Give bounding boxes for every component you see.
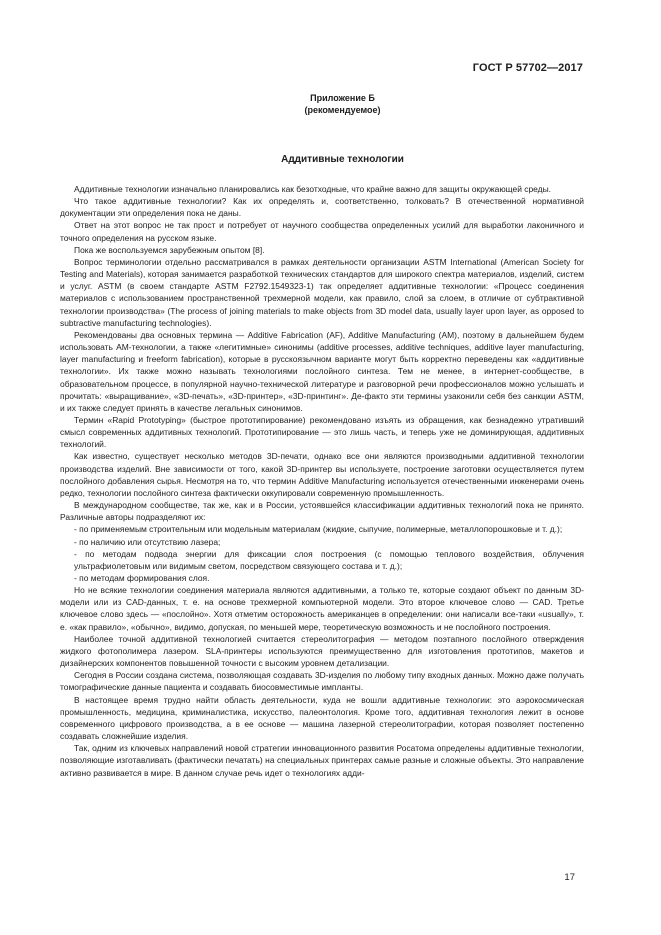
- list-item: - по методам подвода энергии для фиксации слоя построения (с помощью теплового воздействия, облучения ультрафиолетовым или видимым светом, посредством связующего состава и т. д.);: [74, 548, 584, 571]
- paragraph: В международном сообществе, так же, как и в России, устоявшейся классификации аддитивных технологий пока не принято. Различные авторы подразделяют их:: [60, 500, 584, 523]
- paragraph: Но не всякие технологии соединения материала являются аддитивными, а только те, которые создают объект по данным 3D-модели или из CAD-данных, т. е. на основе трехмерной компьютерной модели. Это второе ключевое слово — CAD. Третье ключевое слово здесь — «послойно». Хотя отметим осторожность американцев в определении: они написали все-таки «usually», т. е. «как правило», «обычно», видимо, допуская, по меньшей мере, теоретическую возможность и не послойного построения.: [60, 585, 584, 632]
- list-item: - по применяемым строительным или модельным материалам (жидкие, сыпучие, полимерные, металлопорошковые и т. д.);: [74, 524, 563, 535]
- appendix-subtitle: (рекомендуемое): [304, 105, 381, 115]
- paragraph: Вопрос терминологии отдельно рассматривался в рамках деятельности организации ASTM International (American Society for Testing and Materials), которая занимается разработкой технических стандартов для широкого спектра материалов, изделий, систем и услуг. ASTM (в своем стандарте ASTM F2792.1549323-1) так определяет аддитивные технологии: «Процесс соединения материалов с использованием пространственной трехмерной модели, как правило, слой за слоем, в отличие от субтрактивной технологии производства» (The process of joining materials to make objects from 3D model data, usually layer upon layer, as opposed to subtractive manufacturing technologies).: [60, 256, 584, 328]
- paragraph: Ответ на этот вопрос не так прост и потребует от научного сообщества определенных усилий для выработки лаконичного и точного определения на русском языке.: [60, 220, 584, 243]
- page-number: 17: [564, 872, 575, 883]
- paragraph: Сегодня в России создана система, позволяющая создавать 3D-изделия по любому типу входных данных. Можно даже получать томографические данные пациента и создавать биосовместимые импланты.: [60, 670, 584, 693]
- paragraph: Пока же воспользуемся зарубежным опытом [8].: [74, 244, 265, 255]
- paragraph: Рекомендованы два основных термина — Additive Fabrication (AF), Additive Manufacturing (AM), поэтому в дальнейшем будем использовать АМ-технологии, а также «легитимные» синонимы (additive processes, additive techniques, additive layer manufacturing, layer manufacturing и freeform fabrication), которые в русскоязычном варианте могут быть корректно переведены как «аддитивные технологии». Их также можно называть технологиями послойного синтеза. Тем не менее, в интернет-сообществе, в образовательном процессе, в популярной научно-технической литературе и разговорной речи профессионалов можно услышать и прочитать: «выращивание», «3D-печать», «3D-принтер», «3D-принтинг». Де-факто эти термины узаконили себя без санкции ASTM, и их также следует принять в качестве легальных синонимов.: [60, 329, 584, 413]
- list-item: - по наличию или отсутствию лазера;: [74, 536, 221, 547]
- paragraph: Так, одним из ключевых направлений новой стратегии инновационного развития Росатома определены аддитивные технологии, позволяющие изготавливать (фактически печатать) на специальных принтерах самые разные и сложные объекты. Это направление активно развивается в мире. В данном случае речь идет о технологиях адди-: [60, 743, 584, 778]
- section-title: Аддитивные технологии: [281, 154, 404, 165]
- paragraph: Наиболее точной аддитивной технологией считается стереолитография — методом поэтапного послойного отверждения жидкого фотополимера лазером. SLA-принтеры используются преимущественно для изготовления прототипов, макетов и дизайнерских компонентов повышенной точности с высоким уровнем детализации.: [60, 633, 584, 669]
- paragraph: Термин «Rapid Prototyping» (быстрое прототипирование) рекомендовано изъять из обращения, как безнадежно утративший смысл современных аддитивных технологий. Прототипирование — это лишь часть, и теперь уже не доминирующая, аддитивных технологий.: [60, 414, 584, 450]
- standard-header: ГОСТ Р 57702—2017: [472, 62, 583, 74]
- paragraph: В настоящее время трудно найти область деятельности, куда не вошли аддитивные технологии: это аэрокосмическая промышленность, медицина, криминалистика, искусство, палеонтология. Кроме того, аддитивная технология лежит в основе современного цифрового производства, а в ее основе — машина лазерной стереолитографии, которая позволяет постепенно создавать сложнейшие изделия.: [60, 694, 584, 742]
- list-item: - по методам формирования слоя.: [74, 573, 210, 583]
- appendix-heading: [0, 92, 661, 116]
- paragraph: Аддитивные технологии изначально планировались как безотходные, что крайне важно для защиты окружающей среды.: [74, 184, 552, 194]
- body-text: [60, 183, 584, 779]
- paragraph: Что такое аддитивные технологии? Как их определять и, соответственно, толковать? В отечественной нормативной документации эти определения пока не даны.: [60, 196, 584, 219]
- paragraph: Как известно, существует несколько методов 3D-печати, однако все они являются производными аддитивной технологии производства изделий. Вне зависимости от того, какой 3D-принтер вы используете, построение заготовки осуществляется путем послойного добавления сырья. Несмотря на то, что термин Additive Manufacturing используется отечественными инженерами очень редко, технологии послойного синтеза фактически оккупировали современную промышленность.: [60, 451, 584, 498]
- appendix-title: Приложение Б: [310, 93, 375, 103]
